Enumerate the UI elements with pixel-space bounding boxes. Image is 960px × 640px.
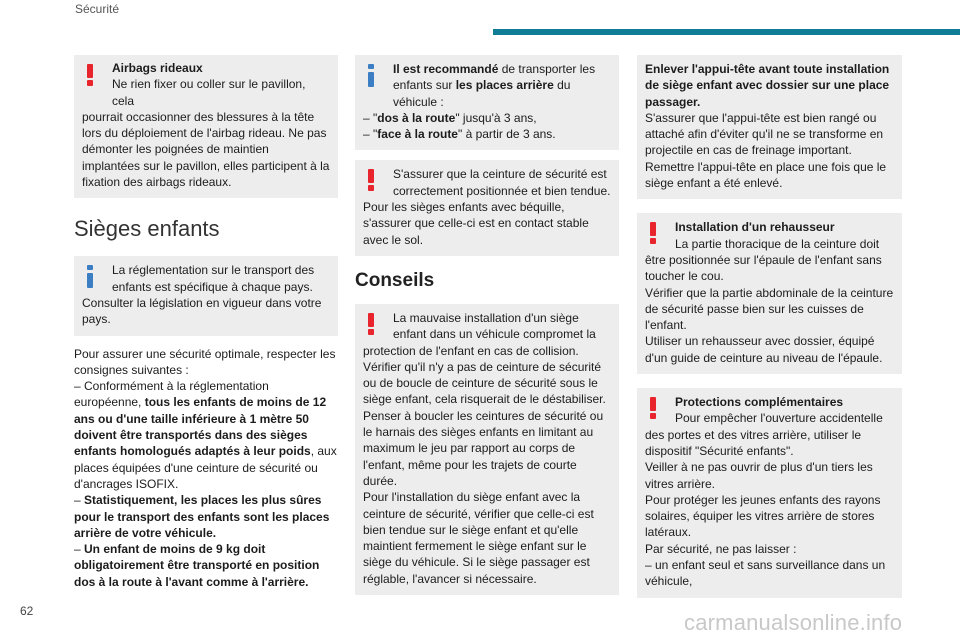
list-item: – "face à la route" à partir de 3 ans. — [363, 127, 556, 142]
warning-box-airbags — [74, 55, 338, 198]
body-paragraph — [74, 346, 338, 590]
box-first-line: La partie thoracique de la ceinture doit — [675, 236, 880, 251]
warning-icon — [367, 169, 375, 191]
box-text: Veiller à ne pas ouvrir de plus d'un tiers les vitres arrière. — [645, 460, 873, 491]
column-right — [637, 55, 902, 608]
box-text: Consulter la législation en vigueur dans votre pays. — [82, 295, 322, 327]
box-first-line: Ne rien fixer ou coller sur le pavillon, cela — [112, 77, 306, 108]
box-text: Utiliser un rehausseur avec dossier, équipé d'un guide de ceinture au niveau de l'épaule. — [645, 334, 883, 365]
info-box-recommendation — [355, 55, 619, 150]
watermark: carmanualsonline.info — [684, 610, 903, 635]
box-first-line: La réglementation sur le transport des enfants est spécifique à chaque pays. — [112, 263, 315, 294]
box-title: Airbags rideaux — [112, 61, 203, 75]
column-middle — [355, 55, 619, 605]
box-text: protection de l'enfant en cas de collision. Vérifier qu'il n'y a pas de ceinture de sécurité ou de boucle de ceinture de sécurité sous le siège enfant, cela risquerait de le déstabiliser. Penser à boucler les ceintures de sécurité ou le harnais des sièges enfants en limitant au maximum le jeu par rapport au corps de l'enfant, même pour les trajets de courte durée. — [363, 343, 606, 488]
box-text: Pour protéger les jeunes enfants des rayons solaires, équiper les vitres arrière de stores latéraux. — [645, 492, 881, 540]
note-box-headrest — [637, 55, 902, 199]
warning-icon — [367, 313, 375, 335]
column-left — [74, 55, 338, 590]
box-text: Pour les sièges enfants avec béquille, s'assurer que celle-ci est en contact stable avec le sol. — [363, 200, 589, 247]
box-first-line: Il est recommandé de transporter les enfants sur les places arrière du véhicule : — [393, 62, 596, 109]
warning-box-advice — [355, 304, 619, 595]
page-number: 62 — [20, 604, 34, 618]
box-title: Installation d'un rehausseur — [675, 220, 835, 235]
warning-box-booster — [637, 213, 902, 374]
box-first-line: S'assurer que la ceinture de sécurité est correctement positionnée et bien tendue. — [393, 167, 611, 198]
warning-box-protection — [637, 388, 902, 598]
header-accent-bar — [493, 29, 960, 35]
warning-box-belt — [355, 160, 619, 255]
box-text: des portes et des vitres arrière, utiliser le dispositif "Sécurité enfants". — [645, 427, 862, 458]
box-text: S'assurer que l'appui-tête est bien rangé ou attaché afin d'éviter qu'il ne se transforme en projectile en cas de freinage important. Remettre l'appui-tête en place une fois que le siège enfant a été enlevé. — [645, 110, 887, 191]
box-title: Enlever l'appui-tête avant toute installation de siège enfant avec dossier sur une place passager. — [645, 62, 890, 109]
list-item: – Un enfant de moins de 9 kg doit obligatoirement être transporté en position dos à la route à l'avant comme à l'arrière. — [74, 542, 320, 589]
list-item: – Conformément à la réglementation européenne, tous les enfants de moins de 12 ans ou d'une taille inférieure à 1 mètre 50 doivent être transportés dans des sièges enfants homologués adaptés à leur poids, aux places équipées d'une ceinture de sécurité ou d'ancrages ISOFIX. — [74, 379, 337, 491]
box-text: être positionnée sur l'épaule de l'enfant sans toucher le cou. — [645, 252, 882, 284]
list-item: – Statistiquement, les places les plus sûres pour le transport des enfants sont les places arrière de votre véhicule. — [74, 493, 330, 540]
box-text: Vérifier que la partie abdominale de la ceinture de sécurité passe bien sur les cuisses de l'enfant. — [645, 285, 894, 333]
warning-icon — [649, 222, 657, 244]
intro-text: Pour assurer une sécurité optimale, respecter les consignes suivantes : — [74, 346, 336, 377]
box-text: Pour l'installation du siège enfant avec la ceinture de sécurité, vérifier que celle-ci est bien tendue sur le siège enfant et qu'elle maintient fermement le siège enfant sur le siège du véhicule. Si le siège passager est réglable, l'avancer si nécessaire. — [363, 490, 594, 586]
running-header: Sécurité — [75, 2, 120, 16]
section-heading: Conseils — [355, 269, 435, 291]
section-heading: Sièges enfants — [74, 216, 220, 242]
box-text: pourrait occasionner des blessures à la tête lors du déploiement de l'airbag rideau. Ne pas démonter les poignées de maintien implantées sur le pavillon, elles participent à la fixation des airbags rideaux. — [82, 109, 330, 190]
info-icon — [86, 265, 94, 287]
info-box-regulation — [74, 256, 338, 335]
box-title: Protections complémentaires — [675, 395, 844, 410]
warning-icon — [86, 64, 94, 86]
box-text: Par sécurité, ne pas laisser : — [645, 541, 797, 556]
list-item: – un enfant seul et sans surveillance dans un véhicule, — [645, 558, 886, 589]
box-first-line: La mauvaise installation d'un siège enfant dans un véhicule compromet la — [393, 310, 596, 342]
info-icon — [367, 64, 375, 86]
list-item: – "dos à la route" jusqu'à 3 ans, — [363, 110, 537, 125]
box-first-line: Pour empêcher l'ouverture accidentelle — [675, 411, 883, 426]
warning-icon — [649, 397, 657, 419]
